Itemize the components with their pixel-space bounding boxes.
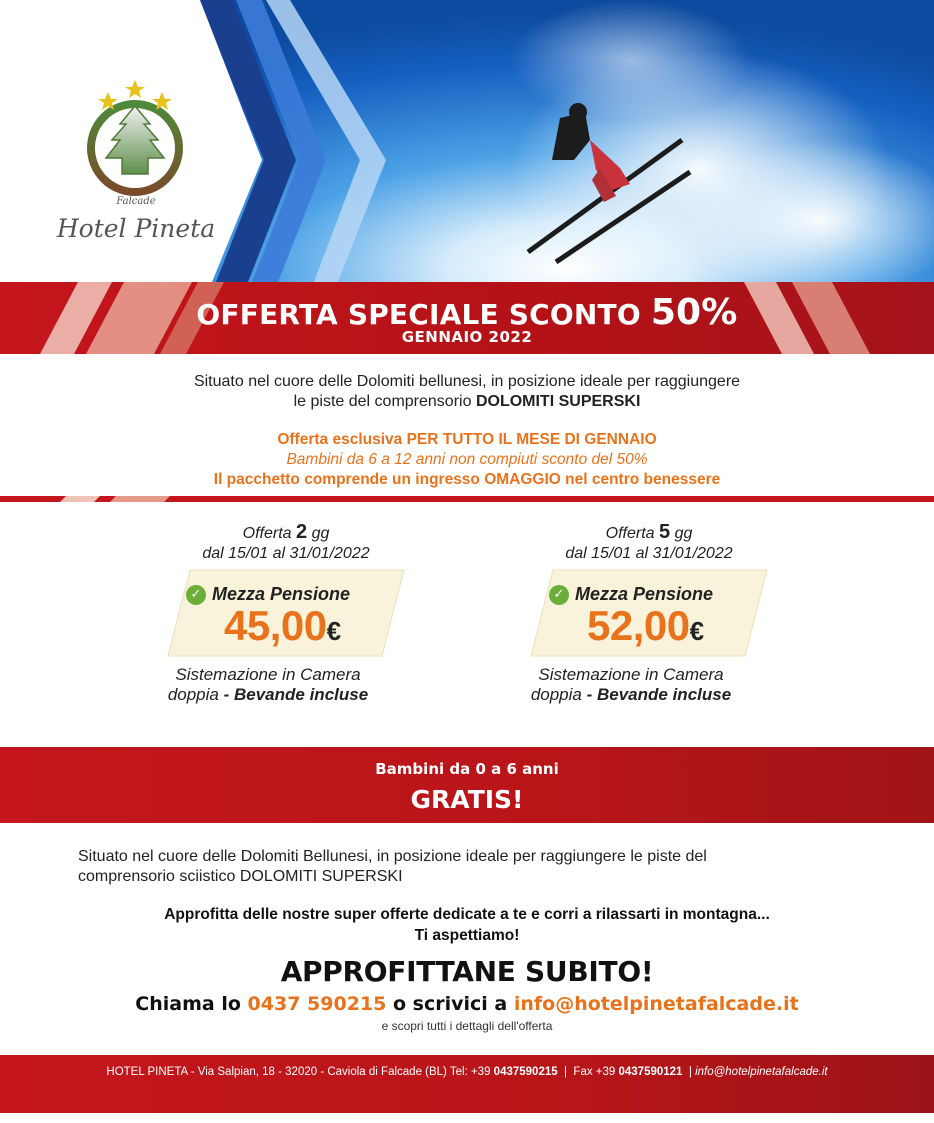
currency-symbol: € bbox=[689, 616, 704, 646]
footer-phone[interactable]: 0437590215 bbox=[493, 1066, 558, 1078]
card-footer bbox=[501, 665, 761, 705]
board-type: Mezza Pensione bbox=[212, 584, 351, 604]
approfitta-line-1: Approfitta delle nostre super offerte dedicate a te e corri a rilassarti in montagna... bbox=[164, 906, 770, 923]
contact-line bbox=[0, 993, 934, 1015]
card-foot-line-1: Sistemazione in Camera bbox=[175, 665, 361, 684]
intro-line-1: Situato nel cuore delle Dolomiti bellunesi, in posizione ideale per raggiungere bbox=[193, 373, 741, 390]
card-days: 2 bbox=[295, 521, 308, 543]
call-mid: o scrivici a bbox=[392, 993, 508, 1015]
price-value: 45,00 bbox=[224, 602, 327, 649]
offer-title-percent: 50% bbox=[650, 292, 738, 333]
description-line-2: comprensorio sciistico DOLOMITI SUPERSKI bbox=[78, 868, 403, 885]
cta-headline: APPROFITTANE SUBITO! bbox=[280, 955, 654, 988]
card-head-prefix: Offerta bbox=[605, 525, 655, 542]
footer-contact bbox=[0, 1066, 934, 1078]
footer-separator: | bbox=[688, 1066, 692, 1078]
description-paragraph bbox=[78, 847, 838, 887]
price bbox=[587, 602, 704, 650]
card-footer bbox=[138, 665, 398, 705]
card-foot-room: doppia bbox=[530, 685, 582, 704]
card-head-prefix: Offerta bbox=[242, 525, 292, 542]
call-prefix: Chiama lo bbox=[135, 993, 241, 1015]
board-type: Mezza Pensione bbox=[575, 584, 714, 604]
star-icon bbox=[125, 80, 145, 98]
card-dates: dal 15/01 al 31/01/2022 bbox=[202, 545, 370, 562]
logo-town: Falcade bbox=[116, 196, 156, 207]
card-foot-drinks: - Bevande incluse bbox=[586, 685, 732, 704]
email-link[interactable]: info@hotelpinetafalcade.it bbox=[513, 993, 799, 1015]
price bbox=[224, 602, 341, 650]
kids-free-label: GRATIS! bbox=[410, 785, 524, 814]
offer-title bbox=[0, 292, 934, 333]
offer-title-text: OFFERTA SPECIALE SCONTO bbox=[196, 298, 641, 331]
card-dates: dal 15/01 al 31/01/2022 bbox=[565, 545, 733, 562]
card-head-suffix: gg bbox=[674, 525, 693, 542]
footer-band bbox=[0, 1055, 934, 1113]
currency-symbol: € bbox=[326, 616, 341, 646]
check-icon: ✓ bbox=[186, 585, 206, 605]
card-heading bbox=[519, 522, 779, 544]
intro-line-2-bold: DOLOMITI SUPERSKI bbox=[475, 393, 641, 410]
card-heading bbox=[156, 522, 416, 544]
discover-text: e scopri tutti i dettagli dell'offerta bbox=[381, 1019, 553, 1033]
offer-line-1: Offerta esclusiva PER TUTTO IL MESE DI GENNAIO bbox=[277, 431, 657, 448]
hero-banner bbox=[0, 0, 934, 282]
offer-card-2-days bbox=[156, 522, 416, 564]
approfitta-line-2: Ti aspettiamo! bbox=[414, 927, 520, 944]
divider bbox=[0, 494, 934, 504]
offer-subtitle: GENNAIO 2022 bbox=[401, 328, 533, 346]
description-line-1: Situato nel cuore delle Dolomiti Bellunesi, in posizione ideale per raggiungere le piste del bbox=[78, 848, 707, 865]
intro-line-2 bbox=[0, 392, 934, 412]
intro-line-2-text: le piste del comprensorio bbox=[293, 393, 472, 410]
price-box bbox=[529, 568, 769, 658]
card-days: 5 bbox=[658, 521, 671, 543]
footer-fax-label: Fax +39 bbox=[573, 1066, 616, 1078]
footer-separator: | bbox=[564, 1066, 568, 1078]
offer-card-5-days bbox=[519, 522, 779, 564]
card-head-suffix: gg bbox=[311, 525, 330, 542]
card-foot-line-2 bbox=[138, 685, 398, 705]
footer-fax: 0437590121 bbox=[618, 1066, 683, 1078]
offer-details bbox=[0, 430, 934, 490]
approfitta-text bbox=[0, 904, 934, 946]
phone-link[interactable]: 0437 590215 bbox=[247, 993, 387, 1015]
card-foot-line-2 bbox=[501, 685, 761, 705]
kids-line-1: Bambini da 0 a 6 anni bbox=[375, 760, 559, 778]
card-foot-room: doppia bbox=[167, 685, 219, 704]
offer-line-2: Bambini da 6 a 12 anni non compiuti sconto del 50% bbox=[286, 451, 648, 468]
footer-address: HOTEL PINETA - Via Salpian, 18 - 32020 - Caviola di Falcade (BL) Tel: +39 bbox=[106, 1066, 491, 1078]
logo-brand-name: Hotel Pineta bbox=[56, 214, 216, 243]
price-value: 52,00 bbox=[587, 602, 690, 649]
offer-line-3: Il pacchetto comprende un ingresso OMAGGIO nel centro benessere bbox=[213, 471, 721, 488]
intro-text bbox=[0, 372, 934, 412]
footer-email[interactable]: info@hotelpinetafalcade.it bbox=[695, 1066, 828, 1078]
price-box bbox=[166, 568, 406, 658]
check-icon: ✓ bbox=[549, 585, 569, 605]
card-foot-line-1: Sistemazione in Camera bbox=[538, 665, 724, 684]
card-foot-drinks: - Bevande incluse bbox=[223, 685, 369, 704]
